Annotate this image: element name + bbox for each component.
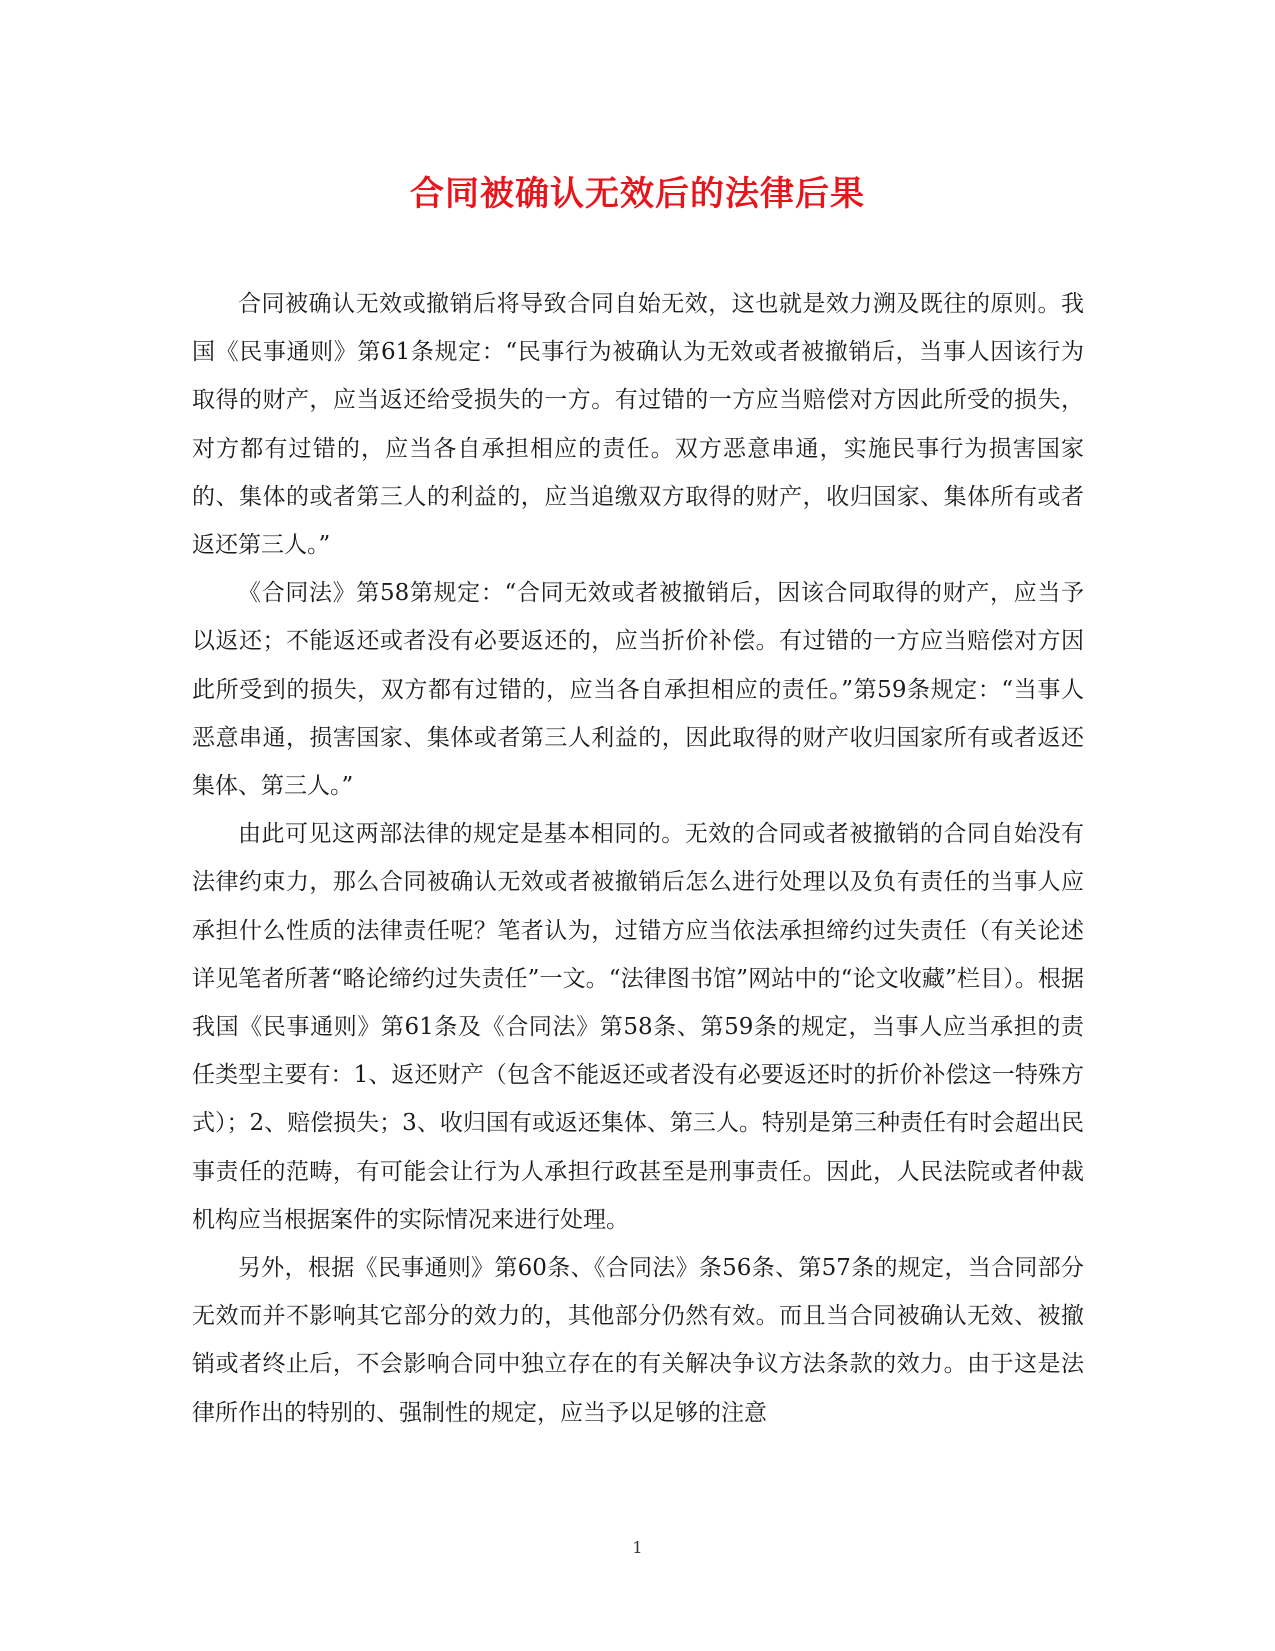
paragraph-1: 合同被确认无效或撤销后将导致合同自始无效，这也就是效力溯及既往的原则。我国《民事通则》第61条规定：“民事行为被确认为无效或者被撤销后，当事人因该行为取得的财产，应当返还给受损失的一方。有过错的一方应当赔偿对方因此所受的损失，对方都有过错的，应当各自承担相应的责任。双方恶意串通，实施民事行为损害国家的、集体的或者第三人的利益的，应当追缴双方取得的财产，收归国家、集体所有或者返还第三人。” [192,291,1084,559]
paragraph-2: 《合同法》第58第规定：“合同无效或者被撤销后，因该合同取得的财产，应当予以返还；不能返还或者没有必要返还的，应当折价补偿。有过错的一方应当赔偿对方因此所受到的损失，双方都有过错的，应当各自承担相应的责任。”第59条规定：“当事人恶意串通，损害国家、集体或者第三人利益的，因此取得的财产收归国家所有或者返还集体、第三人。” [192,580,1084,800]
document-body [192,280,1084,1437]
page-number: 1 [632,1538,643,1557]
paragraph-3: 由此可见这两部法律的规定是基本相同的。无效的合同或者被撤销的合同自始没有法律约束力，那么合同被确认无效或者被撤销后怎么进行处理以及负有责任的当事人应承担什么性质的法律责任呢？笔者认为，过错方应当依法承担缔约过失责任（有关论述详见笔者所著“略论缔约过失责任”一文。“法律图书馆”网站中的“论文收藏”栏目）。根据我国《民事通则》第61条及《合同法》第58条、第59条的规定，当事人应当承担的责任类型主要有：1、返还财产（包含不能返还或者没有必要返还时的折价补偿这一特殊方式）；2、赔偿损失；3、收归国有或返还集体、第三人。特别是第三种责任有时会超出民事责任的范畴，有可能会让行为人承担行政甚至是刑事责任。因此，人民法院或者仲裁机构应当根据案件的实际情况来进行处理。 [192,821,1084,1233]
document-title: 合同被确认无效后的法律后果 [410,174,865,214]
paragraph-4: 另外，根据《民事通则》第60条、《合同法》条56条、第57条的规定，当合同部分无效而并不影响其它部分的效力的，其他部分仍然有效。而且当合同被确认无效、被撤销或者终止后，不会影响合同中独立存在的有关解决争议方法条款的效力。由于这是法律所作出的特别的、强制性的规定，应当予以足够的注意 [192,1255,1084,1426]
